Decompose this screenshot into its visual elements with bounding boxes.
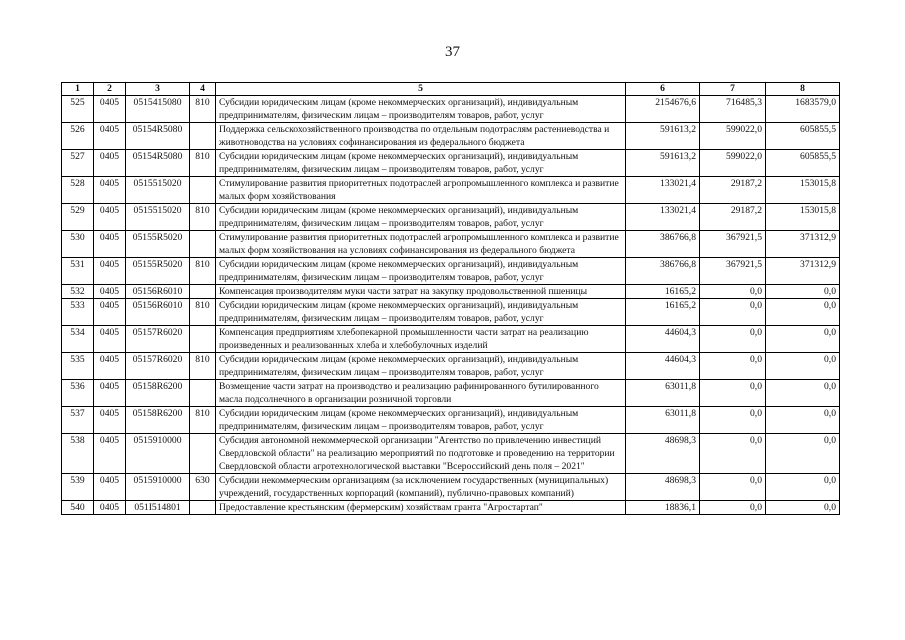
- expense-type: 810: [190, 150, 216, 177]
- table-row: [62, 407, 840, 434]
- section-code: 0405: [94, 150, 126, 177]
- amount-2021: 133021,4: [626, 204, 700, 231]
- target-article: 05157R6020: [126, 326, 190, 353]
- amount-2023: 0,0: [766, 474, 840, 501]
- table-row: [62, 380, 840, 407]
- page-number: 37: [445, 44, 460, 60]
- expense-type: 810: [190, 299, 216, 326]
- table-row: [62, 326, 840, 353]
- section-code: 0405: [94, 231, 126, 258]
- expense-type: 810: [190, 353, 216, 380]
- amount-2022: 367921,5: [700, 258, 766, 285]
- amount-2023: 0,0: [766, 501, 840, 515]
- expense-type: 810: [190, 258, 216, 285]
- amount-2022: 29187,2: [700, 177, 766, 204]
- description: Субсидии юридическим лицам (кроме некоммерческих организаций), индивидуальным предпринимателям, физическим лицам – производителям товаров, работ, услуг: [216, 258, 626, 285]
- table-row: [62, 299, 840, 326]
- amount-2021: 386766,8: [626, 231, 700, 258]
- amount-2022: 599022,0: [700, 150, 766, 177]
- amount-2022: 367921,5: [700, 231, 766, 258]
- row-number: 528: [62, 177, 94, 204]
- amount-2023: 371312,9: [766, 258, 840, 285]
- amount-2023: 1683579,0: [766, 96, 840, 123]
- amount-2021: 133021,4: [626, 177, 700, 204]
- row-number: 536: [62, 380, 94, 407]
- target-article: 05154R5080: [126, 150, 190, 177]
- target-article: 0515415080: [126, 96, 190, 123]
- section-code: 0405: [94, 96, 126, 123]
- row-number: 537: [62, 407, 94, 434]
- amount-2023: 605855,5: [766, 123, 840, 150]
- amount-2022: 599022,0: [700, 123, 766, 150]
- amount-2023: 0,0: [766, 326, 840, 353]
- row-number: 530: [62, 231, 94, 258]
- amount-2022: 0,0: [700, 407, 766, 434]
- section-code: 0405: [94, 434, 126, 474]
- target-article: 05156R6010: [126, 285, 190, 299]
- section-code: 0405: [94, 258, 126, 285]
- amount-2021: 63011,8: [626, 380, 700, 407]
- amount-2022: 716485,3: [700, 96, 766, 123]
- table-row: [62, 434, 840, 474]
- row-number: 538: [62, 434, 94, 474]
- amount-2023: 0,0: [766, 407, 840, 434]
- section-code: 0405: [94, 353, 126, 380]
- amount-2022: 0,0: [700, 285, 766, 299]
- section-code: 0405: [94, 177, 126, 204]
- table-row: [62, 204, 840, 231]
- target-article: 0515515020: [126, 177, 190, 204]
- description: Субсидии юридическим лицам (кроме некоммерческих организаций), индивидуальным предпринимателям, физическим лицам – производителям товаров, работ, услуг: [216, 150, 626, 177]
- amount-2022: 0,0: [700, 434, 766, 474]
- expense-type: 810: [190, 407, 216, 434]
- target-article: 05157R6020: [126, 353, 190, 380]
- row-number: 540: [62, 501, 94, 515]
- amount-2023: 153015,8: [766, 204, 840, 231]
- target-article: 05156R6010: [126, 299, 190, 326]
- description: Субсидии юридическим лицам (кроме некоммерческих организаций), индивидуальным предпринимателям, физическим лицам – производителям товаров, работ, услуг: [216, 299, 626, 326]
- row-number: 527: [62, 150, 94, 177]
- target-article: 05155R5020: [126, 258, 190, 285]
- row-number: 529: [62, 204, 94, 231]
- amount-2022: 0,0: [700, 474, 766, 501]
- table-row: [62, 150, 840, 177]
- header-col-2: 2: [94, 83, 126, 96]
- section-code: 0405: [94, 501, 126, 515]
- header-row: [62, 83, 840, 96]
- amount-2022: 0,0: [700, 326, 766, 353]
- table-row: [62, 258, 840, 285]
- section-code: 0405: [94, 326, 126, 353]
- header-col-3: 3: [126, 83, 190, 96]
- expense-type: [190, 285, 216, 299]
- amount-2022: 0,0: [700, 380, 766, 407]
- table-row: [62, 231, 840, 258]
- row-number: 525: [62, 96, 94, 123]
- target-article: 05158R6200: [126, 407, 190, 434]
- table-body: [62, 96, 840, 515]
- amount-2022: 29187,2: [700, 204, 766, 231]
- row-number: 533: [62, 299, 94, 326]
- section-code: 0405: [94, 204, 126, 231]
- expense-type: 810: [190, 96, 216, 123]
- description: Стимулирование развития приоритетных подотраслей агропромышленного комплекса и развитие малых форм хозяйствования на условиях софинансирования из федерального бюджета: [216, 231, 626, 258]
- amount-2021: 591613,2: [626, 123, 700, 150]
- header-col-4: 4: [190, 83, 216, 96]
- amount-2023: 371312,9: [766, 231, 840, 258]
- amount-2023: 0,0: [766, 380, 840, 407]
- header-col-8: 8: [766, 83, 840, 96]
- section-code: 0405: [94, 299, 126, 326]
- description: Стимулирование развития приоритетных подотраслей агропромышленного комплекса и развитие малых форм хозяйствования: [216, 177, 626, 204]
- description: Субсидии юридическим лицам (кроме некоммерческих организаций), индивидуальным предпринимателям, физическим лицам – производителям товаров, работ, услуг: [216, 353, 626, 380]
- amount-2023: 0,0: [766, 353, 840, 380]
- target-article: 05154R5080: [126, 123, 190, 150]
- budget-table: [61, 82, 840, 515]
- description: Субсидии некоммерческим организациям (за исключением государственных (муниципальных) учреждений, государственных корпораций (компаний), публично-правовых компаний): [216, 474, 626, 501]
- description: Субсидия автономной некоммерческой организации "Агентство по привлечению инвестиций Свердловской области" на реализацию мероприятий по подготовке и проведению на территории Свердловской области агротехнологической выставки "Всероссийский день поля – 2021": [216, 434, 626, 474]
- section-code: 0405: [94, 123, 126, 150]
- amount-2023: 605855,5: [766, 150, 840, 177]
- amount-2021: 44604,3: [626, 353, 700, 380]
- amount-2022: 0,0: [700, 501, 766, 515]
- header-col-7: 7: [700, 83, 766, 96]
- table-row: [62, 177, 840, 204]
- table-row: [62, 501, 840, 515]
- target-article: 0515515020: [126, 204, 190, 231]
- section-code: 0405: [94, 380, 126, 407]
- target-article: 05158R6200: [126, 380, 190, 407]
- section-code: 0405: [94, 474, 126, 501]
- expense-type: [190, 380, 216, 407]
- description: Субсидии юридическим лицам (кроме некоммерческих организаций), индивидуальным предпринимателям, физическим лицам – производителям товаров, работ, услуг: [216, 96, 626, 123]
- expense-type: [190, 326, 216, 353]
- amount-2021: 44604,3: [626, 326, 700, 353]
- amount-2023: 0,0: [766, 434, 840, 474]
- amount-2021: 591613,2: [626, 150, 700, 177]
- header-col-1: 1: [62, 83, 94, 96]
- expense-type: 630: [190, 474, 216, 501]
- table-row: [62, 123, 840, 150]
- description: Компенсация производителям муки части затрат на закупку продовольственной пшеницы: [216, 285, 626, 299]
- row-number: 534: [62, 326, 94, 353]
- expense-type: [190, 434, 216, 474]
- header-col-6: 6: [626, 83, 700, 96]
- amount-2021: 48698,3: [626, 474, 700, 501]
- row-number: 532: [62, 285, 94, 299]
- description: Поддержка сельскохозяйственного производства по отдельным подотраслям растениеводства и животноводства на условиях софинансирования из федерального бюджета: [216, 123, 626, 150]
- amount-2021: 18836,1: [626, 501, 700, 515]
- expense-type: [190, 177, 216, 204]
- target-article: 05155R5020: [126, 231, 190, 258]
- target-article: 0515910000: [126, 434, 190, 474]
- amount-2021: 2154676,6: [626, 96, 700, 123]
- amount-2023: 0,0: [766, 299, 840, 326]
- row-number: 539: [62, 474, 94, 501]
- table-row: [62, 353, 840, 380]
- section-code: 0405: [94, 285, 126, 299]
- amount-2021: 386766,8: [626, 258, 700, 285]
- table-row: [62, 96, 840, 123]
- description: Субсидии юридическим лицам (кроме некоммерческих организаций), индивидуальным предпринимателям, физическим лицам – производителям товаров, работ, услуг: [216, 407, 626, 434]
- description: Субсидии юридическим лицам (кроме некоммерческих организаций), индивидуальным предпринимателям, физическим лицам – производителям товаров, работ, услуг: [216, 204, 626, 231]
- target-article: 0515910000: [126, 474, 190, 501]
- description: Предоставление крестьянским (фермерским) хозяйствам гранта "Агростартап": [216, 501, 626, 515]
- row-number: 535: [62, 353, 94, 380]
- amount-2022: 0,0: [700, 353, 766, 380]
- expense-type: 810: [190, 204, 216, 231]
- amount-2021: 16165,2: [626, 285, 700, 299]
- description: Компенсация предприятиям хлебопекарной промышленности части затрат на реализацию произведенных и реализованных хлеба и хлебобулочных изделий: [216, 326, 626, 353]
- amount-2023: 0,0: [766, 285, 840, 299]
- table-row: [62, 474, 840, 501]
- row-number: 526: [62, 123, 94, 150]
- expense-type: [190, 231, 216, 258]
- amount-2023: 153015,8: [766, 177, 840, 204]
- amount-2021: 63011,8: [626, 407, 700, 434]
- description: Возмещение части затрат на производство и реализацию рафинированного бутилированного масла подсолнечного в организации розничной торговли: [216, 380, 626, 407]
- amount-2022: 0,0: [700, 299, 766, 326]
- row-number: 531: [62, 258, 94, 285]
- expense-type: [190, 501, 216, 515]
- header-col-5: 5: [216, 83, 626, 96]
- amount-2021: 48698,3: [626, 434, 700, 474]
- amount-2021: 16165,2: [626, 299, 700, 326]
- target-article: 051I514801: [126, 501, 190, 515]
- table-row: [62, 285, 840, 299]
- section-code: 0405: [94, 407, 126, 434]
- expense-type: [190, 123, 216, 150]
